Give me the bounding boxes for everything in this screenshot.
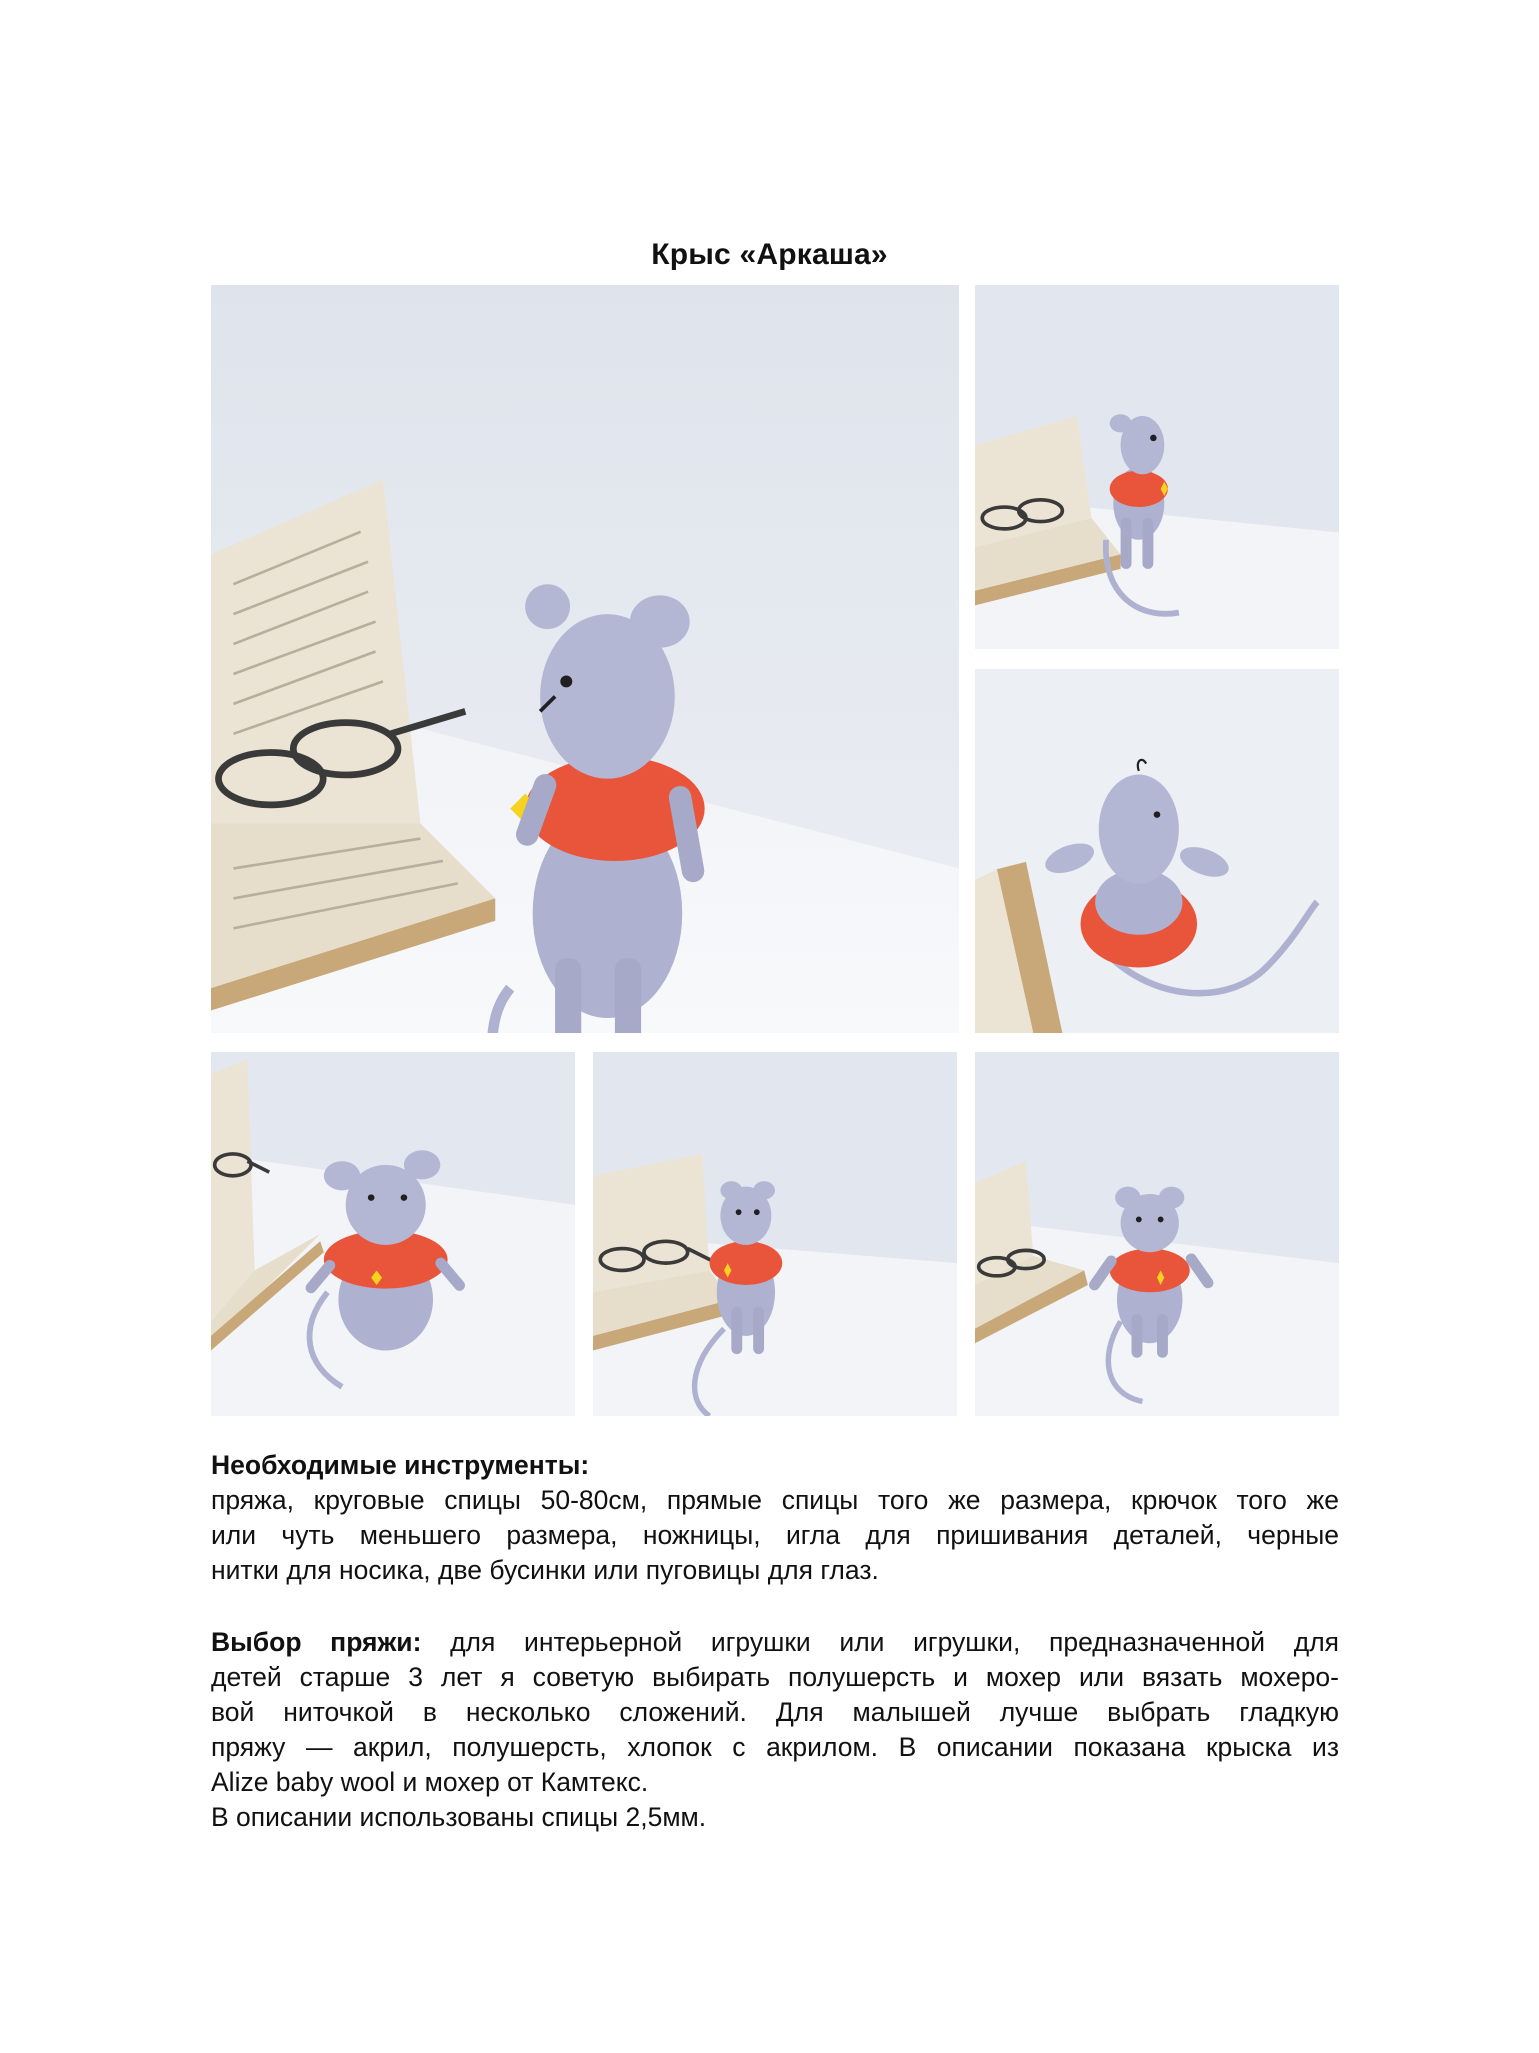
yarn-line: пряжу — акрил, полушерсть, хлопок с акрилом. В описании показана крыска из	[211, 1732, 1339, 1762]
photo-front-view	[211, 1052, 575, 1416]
yarn-section	[211, 1625, 1339, 1835]
photo-standing	[593, 1052, 957, 1416]
yarn-first-line	[211, 1625, 1339, 1660]
yarn-heading: Выбор пряжи:	[211, 1627, 422, 1657]
tools-line: или чуть меньшего размера, ножницы, игла для пришивания деталей, черные	[211, 1520, 1339, 1550]
page-title: Крыс «Аркаша»	[651, 238, 888, 271]
photo-top-view	[975, 669, 1339, 1033]
tools-line: нитки для носика, две бусинки или пуговицы для глаз.	[211, 1555, 879, 1585]
tools-heading: Необходимые инструменты:	[211, 1450, 590, 1480]
photo-side-view	[975, 285, 1339, 649]
photo-waving	[975, 1052, 1339, 1416]
yarn-line: детей старше 3 лет я советую выбирать полушерсть и мохер или вязать мохеро-	[211, 1662, 1339, 1692]
yarn-line: Alize baby wool и мохер от Камтекс.	[211, 1767, 649, 1797]
yarn-line: вой ниточкой в несколько сложений. Для малышей лучше выбрать гладкую	[211, 1697, 1339, 1727]
yarn-line: В описании использованы спицы 2,5мм.	[211, 1802, 707, 1832]
photo-main	[211, 285, 959, 1033]
yarn-first-line-text: для интерьерной игрушки или игрушки, предназначенной для	[421, 1627, 1340, 1657]
tools-section	[211, 1448, 1339, 1588]
tools-line: пряжа, круговые спицы 50-80см, прямые спицы того же размера, крючок того же	[211, 1485, 1339, 1515]
